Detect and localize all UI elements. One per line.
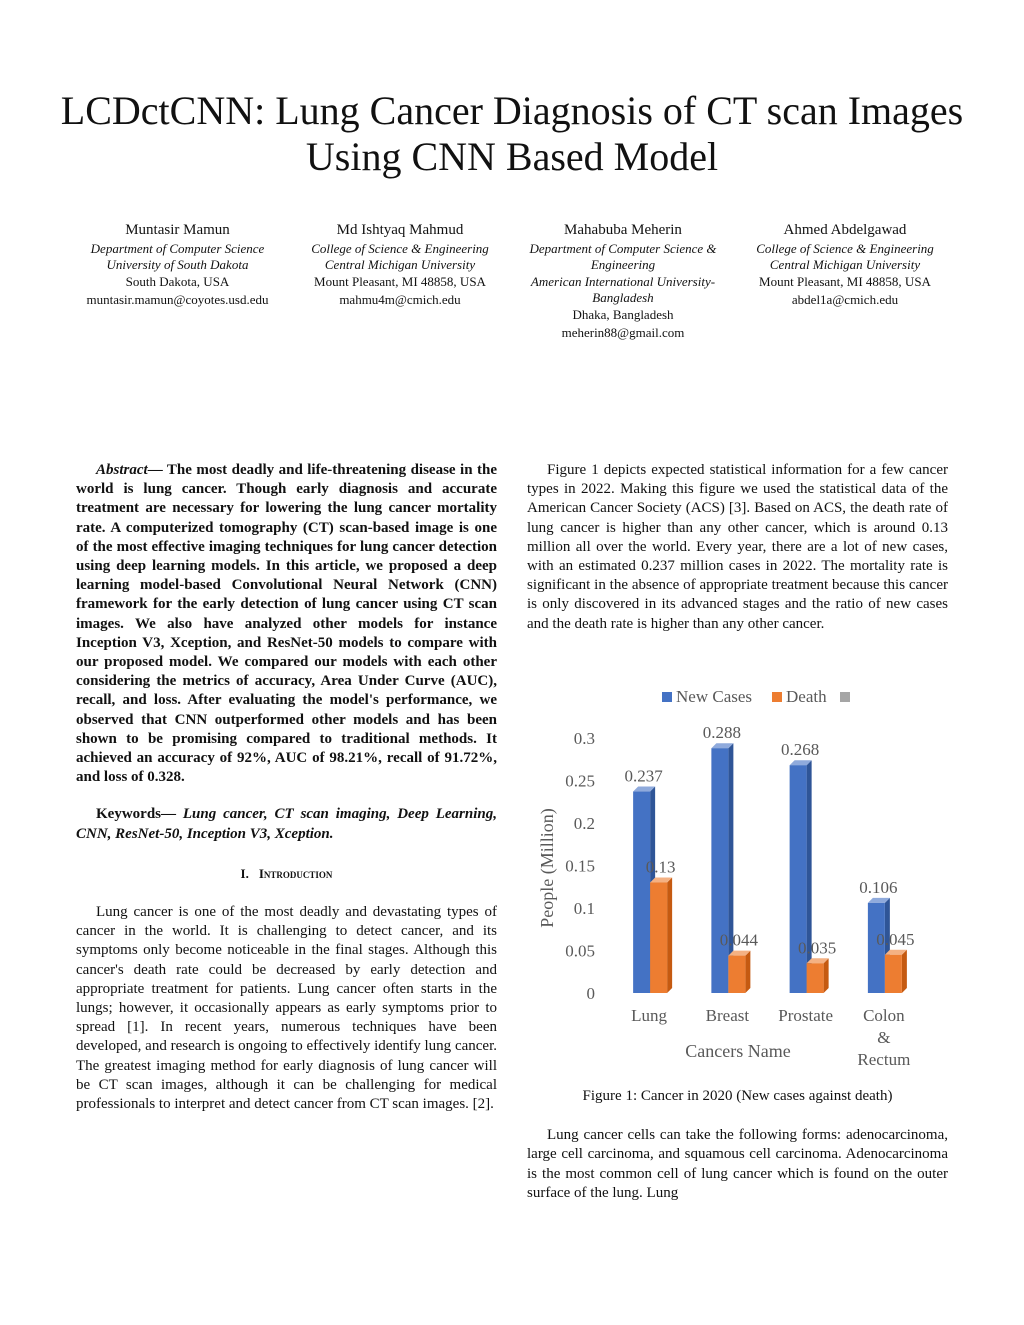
author-location: South Dakota, USA — [125, 273, 230, 289]
y-tick-label: 0.05 — [565, 941, 595, 961]
bar — [633, 792, 650, 993]
bar — [650, 883, 667, 994]
legend-swatch — [840, 692, 850, 702]
author-name: Ahmed Abdelgawad — [783, 222, 907, 238]
abstract-sep: — — [147, 462, 167, 478]
bar-side — [667, 878, 672, 994]
author-location: Mount Pleasant, MI 48858, USA — [759, 273, 931, 289]
left-column — [76, 461, 497, 1114]
author-name: Md Ishtyaq Mahmud — [336, 222, 464, 238]
author-dept: College of Science & Engineering — [311, 240, 489, 256]
author-block — [516, 222, 730, 342]
bar-chart — [530, 683, 930, 1073]
author-institution: American International University-Bangladesh — [530, 273, 716, 305]
section-heading — [76, 864, 497, 883]
forms-paragraph: Lung cancer cells can take the following forms: adenocarcinoma, large cell carcinoma, and squamous cell carcinoma. Adenocarcinoma is the most common cell of lung cancer which is found on the outer surface of the lung. Lung — [527, 1127, 948, 1201]
bar — [728, 956, 745, 993]
legend-swatch — [662, 692, 672, 702]
author-institution: Central Michigan University — [769, 257, 921, 272]
bar — [711, 748, 728, 993]
y-tick-label: 0.1 — [573, 899, 595, 918]
author-dept: College of Science & Engineering — [756, 240, 934, 256]
y-tick-label: 0.25 — [565, 771, 595, 791]
author-institution: University of South Dakota — [106, 257, 249, 272]
y-axis — [565, 729, 595, 1003]
bar — [885, 955, 902, 993]
intro-paragraph: Lung cancer is one of the most deadly and devastating types of cancer in the world. It is challenging to detect cancer, and its symptoms only become noticeable in the final stages. Although this cancer's death rate could be decreased by early detection and appropriate treatment for patients. Lung cancer often starts in the lungs; however, it occasionally appears as early symptoms prior to spread [1]. In recent years, numerous techniques have been developed, and research is ongoing to effectively identify lung cancer. The greatest imaging method for early diagnosis of lung cancer will be CT scan images, although it can be challenging for medical professionals to interpret and detect cancer from CT scan images. [2]. — [76, 904, 497, 1113]
section-title: Introduction — [258, 865, 333, 881]
data-label: 0.268 — [781, 740, 820, 760]
author-email: meherin88@gmail.com — [561, 325, 685, 340]
author-location: Dhaka, Bangladesh — [572, 306, 674, 322]
right-column-lower — [527, 1087, 948, 1203]
x-tick-label: Lung — [631, 1006, 668, 1025]
data-label: 0.106 — [859, 877, 898, 897]
bar-side — [902, 950, 907, 993]
data-label: 0.288 — [702, 723, 741, 743]
keywords — [76, 805, 497, 843]
data-label: 0.044 — [719, 930, 758, 950]
author-name: Muntasir Mamun — [125, 222, 230, 238]
y-tick-label: 0.15 — [565, 856, 595, 876]
abstract-text: The most deadly and life-threatening disease in the world is lung cancer. Though early diagnosis and accurate treatment are necessary for lowering the lung cancer mortality rate. A computerized tomography (CT) scan-based image is one of the most effective imaging techniques for lung cancer detection using deep learning models. In this article, we proposed a deep learning model-based Convolutional Neural Network (CNN) framework for the early detection of lung cancer using CT scan images. We also have analyzed other models for instance Inception V3, Xception, and ResNet-50 models to compare with our proposed model. We compared our models with each other considering the metrics of accuracy, Area Under Curve (AUC), recall, and loss. After evaluating the model's performance, we observed that CNN outperformed other models and has been shown to be promising compared to traditional methods. It achieved an accuracy of 92%, AUC of 98.21%, recall of 91.72%, and loss of 0.328. — [76, 462, 498, 786]
data-label: 0.035 — [798, 938, 837, 958]
author-location: Mount Pleasant, MI 48858, USA — [314, 273, 486, 289]
section-number: I. — [240, 865, 249, 881]
legend-label: Death — [786, 687, 827, 706]
chart-bars — [625, 723, 915, 993]
bar — [790, 765, 807, 993]
y-axis-label: People (Million) — [537, 808, 557, 928]
bar-side — [807, 760, 812, 993]
author-dept: Department of Computer Science & Engineering — [529, 240, 717, 272]
legend-label: New Cases — [676, 687, 753, 706]
author-email: abdel1a@cmich.edu — [791, 292, 899, 307]
paper-title: LCDctCNN: Lung Cancer Diagnosis of CT scan Images Using CNN Based Model — [60, 88, 964, 179]
x-tick-label: & — [877, 1028, 891, 1047]
abstract-label: Abstract — [96, 462, 148, 478]
author-email: muntasir.mamun@coyotes.usd.edu — [86, 292, 269, 307]
bar-side — [824, 958, 829, 993]
y-tick-label: 0 — [586, 984, 595, 1003]
data-label: 0.237 — [624, 766, 663, 786]
legend-swatch — [772, 692, 782, 702]
author-email: mahmu4m@cmich.edu — [339, 292, 461, 307]
author-institution: Central Michigan University — [324, 257, 476, 272]
figure-caption: Figure 1: Cancer in 2020 (New cases against death) — [582, 1088, 893, 1104]
author-block — [742, 222, 948, 309]
bar — [807, 963, 824, 993]
author-block — [297, 222, 503, 309]
abstract — [76, 461, 497, 787]
data-label: 0.13 — [645, 857, 676, 877]
y-tick-label: 0.3 — [573, 729, 595, 748]
data-label: 0.045 — [876, 929, 915, 949]
author-block — [70, 222, 285, 309]
x-tick-label: Colon — [863, 1006, 905, 1025]
x-tick-label: Rectum — [857, 1050, 911, 1069]
author-name: Mahabuba Meherin — [564, 222, 682, 238]
x-tick-label: Prostate — [778, 1006, 834, 1025]
y-tick-label: 0.2 — [573, 814, 595, 833]
keywords-label: Keywords— — [96, 806, 183, 823]
keywords-text: Lung cancer, CT scan imaging, Deep Learning, CNN, ResNet-50, Inception V3, Xception. — [76, 806, 498, 842]
chart-legend — [662, 687, 850, 706]
figure-intro-paragraph: Figure 1 depicts expected statistical information for a few cancer types in 2022. Making this figure we used the statistical data of the American Cancer Society (ACS) [3]. Based on ACS, the death rate of lung cancer is higher than any other cancer, which is around 0.13 million all over the world. Every year, there are a lot of new cases, with an estimated 0.237 million cases in 2022. The mortality rate is significant in the absence of appropriate treatment because this cancer is only discovered in its advanced stages and the ratio of new cases and the death rate is higher than any other cancer. — [527, 462, 948, 632]
bar-side — [745, 951, 750, 993]
author-dept: Department of Computer Science — [90, 240, 265, 256]
x-axis-label: Cancers Name — [685, 1041, 791, 1061]
x-tick-label: Breast — [705, 1006, 750, 1025]
right-column — [527, 461, 948, 634]
